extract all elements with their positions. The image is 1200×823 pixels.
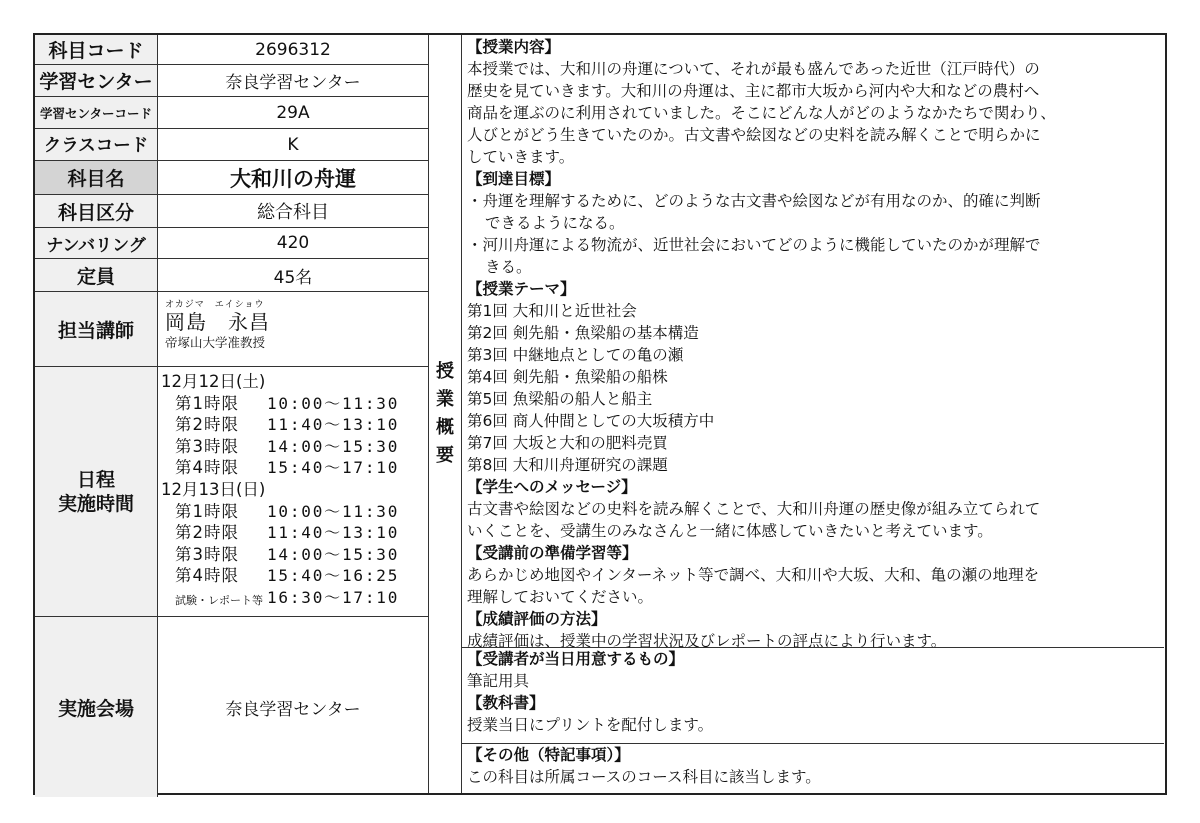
label-numbering: ナンバリング xyxy=(35,228,158,259)
slot-period: 第1時限 xyxy=(175,501,239,521)
slot-period: 第2時限 xyxy=(175,415,239,435)
slot-time: 15:40～17:10 xyxy=(267,458,400,478)
center-code-value: 29A xyxy=(158,97,428,129)
theme-item: 第5回 魚梁船の船人と船主 xyxy=(467,390,653,408)
content-line: していきます。 xyxy=(467,148,575,166)
other-section xyxy=(462,743,1164,795)
label-instructor: 担当講師 xyxy=(35,292,158,367)
other-line: この科目は所属コースのコース科目に該当します。 xyxy=(467,768,821,786)
textbook-heading: 【教科書】 xyxy=(467,694,545,712)
numbering-value: 420 xyxy=(158,228,428,259)
content-heading: 【授業内容】 xyxy=(467,38,561,56)
prep-line: あらかじめ地図やインターネット等で調べ、大和川や大坂、大和、亀の瀬の地理を xyxy=(467,566,1040,584)
instructor-cell xyxy=(158,292,428,367)
label-schedule-line2: 実施時間 xyxy=(57,492,134,515)
course-name-value: 大和川の舟運 xyxy=(158,161,428,195)
slot-period: 第4時限 xyxy=(175,458,239,478)
schedule-cell xyxy=(158,367,428,617)
overview-char: 業 xyxy=(436,389,454,410)
schedule-day1: 12月12日(土) xyxy=(161,372,266,391)
theme-item: 第2回 剣先船・魚梁船の基本構造 xyxy=(467,324,699,342)
slot-period: 試験・レポート等 xyxy=(175,593,263,607)
slot-period: 第2時限 xyxy=(175,523,239,543)
overview-char: 授 xyxy=(436,361,454,382)
content-line: 人びとがどう生きていたのか。古文書や絵図などの史料を読み解くことで明らかに xyxy=(467,126,1041,144)
slot-time: 11:40～13:10 xyxy=(267,415,400,435)
label-schedule-line1: 日程 xyxy=(76,468,115,491)
schedule-slot xyxy=(161,587,428,612)
overview-vertical-label xyxy=(428,35,462,793)
slot-period: 第1時限 xyxy=(175,393,239,413)
instructor-kana: オカジマ エイショウ xyxy=(165,300,265,310)
content-line: 本授業では、大和川の舟運について、それが最も盛んであった近世（江戸時代）の xyxy=(467,60,1040,78)
slot-period: 第3時限 xyxy=(175,436,239,456)
learning-center-value: 奈良学習センター xyxy=(158,65,428,97)
instructor-name: 岡島 永昌 xyxy=(165,310,270,334)
schedule-slot xyxy=(161,393,428,415)
prep-heading: 【受講前の準備学習等】 xyxy=(467,544,638,562)
label-center-code: 学習センターコード xyxy=(35,97,158,129)
venue-value: 奈良学習センター xyxy=(225,699,361,720)
instructor-affiliation: 帝塚山大学准教授 xyxy=(165,335,266,350)
label-schedule xyxy=(35,367,158,617)
slot-time: 11:40～13:10 xyxy=(267,523,400,543)
slot-period: 第3時限 xyxy=(175,544,239,564)
label-course-name: 科目名 xyxy=(35,161,158,195)
content-line: 商品を運ぶのに利用されていました。そこにどんな人がどのようなかたちで関わり、 xyxy=(467,104,1056,122)
course-overview xyxy=(462,35,1164,793)
message-line: 古文書や絵図などの史料を読み解くことで、大和川舟運の歴史像が組み立てられて xyxy=(467,500,1041,518)
theme-item: 第6回 商人仲間としての大坂積方中 xyxy=(467,412,715,430)
goals-line: ・舟運を理解するために、どのような古文書や絵図などが有用なのか、的確に判断 xyxy=(467,192,1041,210)
slot-time: 10:00～11:30 xyxy=(267,393,400,413)
content-line: 歴史を見ていきます。大和川の舟運は、主に都市大坂から河内や大和などの農村へ xyxy=(467,82,1040,100)
materials-section xyxy=(462,647,1164,743)
slot-period: 第4時限 xyxy=(175,566,239,586)
schedule-slot xyxy=(161,501,428,523)
label-venue: 実施会場 xyxy=(35,617,158,797)
schedule-slot xyxy=(161,544,428,566)
schedule-slot xyxy=(161,436,428,458)
category-value: 総合科目 xyxy=(158,195,428,228)
label-learning-center: 学習センター xyxy=(35,65,158,97)
goals-line: できるようになる。 xyxy=(485,214,625,232)
goals-line: ・河川舟運による物流が、近世社会においてどのように機能していたのかが理解で xyxy=(467,236,1041,254)
overview-main-section xyxy=(462,36,1164,652)
course-info-column xyxy=(35,35,428,793)
label-class-code: クラスコード xyxy=(35,129,158,161)
themes-heading: 【授業テーマ】 xyxy=(467,280,576,298)
message-heading: 【学生へのメッセージ】 xyxy=(467,478,637,496)
bring-line: 筆記用具 xyxy=(467,672,530,690)
overview-char: 概 xyxy=(436,417,454,438)
label-course-code: 科目コード xyxy=(35,35,158,65)
label-category: 科目区分 xyxy=(35,195,158,228)
capacity-value: 45名 xyxy=(158,259,428,292)
theme-item: 第7回 大坂と大和の肥料売買 xyxy=(467,434,668,452)
message-line: いくことを、受講生のみなさんと一緒に体感していきたいと考えています。 xyxy=(467,522,993,540)
theme-item: 第4回 剣先船・魚梁船の船株 xyxy=(467,368,668,386)
theme-item: 第8回 大和川舟運研究の課題 xyxy=(467,456,668,474)
schedule-slot xyxy=(161,522,428,544)
overview-char: 要 xyxy=(436,445,454,466)
label-capacity: 定員 xyxy=(35,259,158,292)
slot-time: 14:00～15:30 xyxy=(267,544,400,564)
textbook-line: 授業当日にプリントを配付します。 xyxy=(467,716,714,734)
course-code-value: 2696312 xyxy=(158,35,428,65)
schedule-day2: 12月13日(日) xyxy=(161,479,266,499)
slot-time: 14:00～15:30 xyxy=(267,436,400,456)
syllabus-sheet xyxy=(33,33,1167,795)
schedule-slot xyxy=(161,457,428,479)
evaluation-heading: 【成績評価の方法】 xyxy=(467,610,607,628)
goals-heading: 【到達目標】 xyxy=(467,170,561,188)
bring-heading: 【受講者が当日用意するもの】 xyxy=(467,650,685,668)
goals-line: きる。 xyxy=(485,258,532,276)
slot-time: 15:40～16:25 xyxy=(267,566,400,586)
slot-time: 10:00～11:30 xyxy=(267,501,400,521)
schedule-slot xyxy=(161,565,428,587)
schedule-slot xyxy=(161,414,428,436)
theme-item: 第1回 大和川と近世社会 xyxy=(467,302,637,320)
theme-item: 第3回 中継地点としての亀の瀬 xyxy=(467,346,684,364)
evaluation-line: 成績評価は、授業中の学習状況及びレポートの評点により行います。 xyxy=(467,632,947,650)
class-code-value: K xyxy=(158,129,428,161)
prep-line: 理解しておいてください。 xyxy=(467,588,654,606)
other-heading: 【その他（特記事項）】 xyxy=(467,746,630,764)
slot-time: 16:30～17:10 xyxy=(267,587,400,607)
